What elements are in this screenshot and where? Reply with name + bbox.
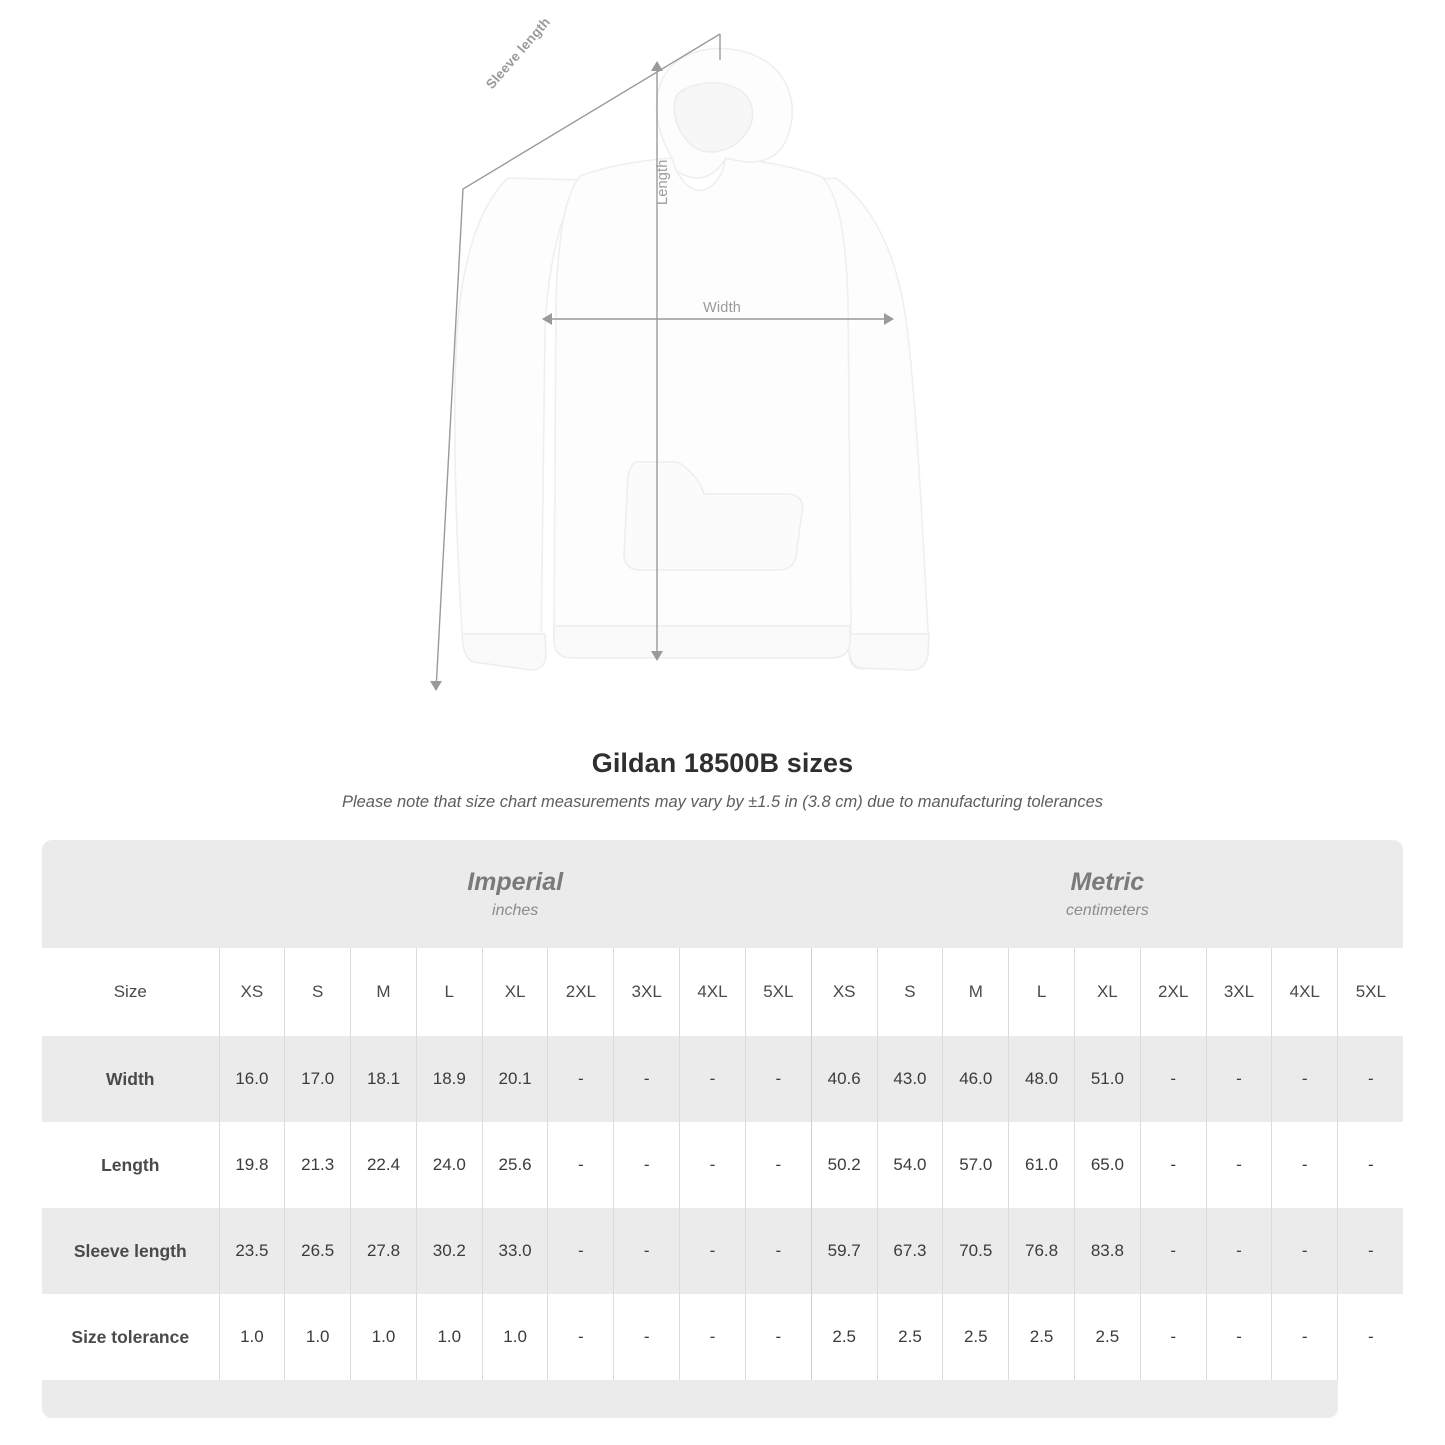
cell-length-met-l: 61.0 — [1009, 1122, 1075, 1208]
cell-sleeve-imp-xl: 33.0 — [482, 1208, 548, 1294]
cell-width-met-xs: 40.6 — [811, 1036, 877, 1122]
col-header-met-l: L — [1009, 948, 1075, 1036]
col-header-met-3xl: 3XL — [1206, 948, 1272, 1036]
garment-illustration — [0, 0, 1445, 720]
cell-length-imp-xl: 25.6 — [482, 1122, 548, 1208]
cell-sleeve-imp-xs: 23.5 — [219, 1208, 285, 1294]
size-header-row — [42, 948, 1403, 1036]
col-header-imp-2xl: 2XL — [548, 948, 614, 1036]
cell-tolerance-imp-3xl: - — [614, 1294, 680, 1380]
cell-tolerance-imp-xs: 1.0 — [219, 1294, 285, 1380]
size-table-wrapper — [42, 840, 1403, 1418]
cell-width-imp-xs: 16.0 — [219, 1036, 285, 1122]
row-label-width: Width — [42, 1036, 219, 1122]
cell-width-imp-4xl: - — [680, 1036, 746, 1122]
cell-tolerance-imp-5xl: - — [745, 1294, 811, 1380]
cell-sleeve-met-m: 70.5 — [943, 1208, 1009, 1294]
cell-tolerance-imp-xl: 1.0 — [482, 1294, 548, 1380]
cell-length-met-4xl: - — [1272, 1122, 1338, 1208]
cell-length-met-xl: 65.0 — [1074, 1122, 1140, 1208]
cell-width-met-4xl: - — [1272, 1036, 1338, 1122]
sleeve-length-dimension-label: Sleeve length — [483, 14, 554, 92]
col-header-imp-4xl: 4XL — [680, 948, 746, 1036]
cell-tolerance-met-xl: 2.5 — [1074, 1294, 1140, 1380]
col-header-imp-3xl: 3XL — [614, 948, 680, 1036]
cell-sleeve-met-xs: 59.7 — [811, 1208, 877, 1294]
cell-sleeve-imp-s: 26.5 — [285, 1208, 351, 1294]
size-table — [42, 840, 1403, 1418]
cell-tolerance-imp-s: 1.0 — [285, 1294, 351, 1380]
cell-tolerance-met-m: 2.5 — [943, 1294, 1009, 1380]
cell-width-met-xl: 51.0 — [1074, 1036, 1140, 1122]
unit-group-metric-label: Metric — [1070, 867, 1145, 896]
cell-sleeve-met-xl: 83.8 — [1074, 1208, 1140, 1294]
cell-tolerance-met-4xl: - — [1272, 1294, 1338, 1380]
col-header-imp-5xl: 5XL — [745, 948, 811, 1036]
table-row — [42, 1294, 1403, 1380]
cell-tolerance-imp-2xl: - — [548, 1294, 614, 1380]
cell-tolerance-imp-l: 1.0 — [416, 1294, 482, 1380]
cell-width-met-s: 43.0 — [877, 1036, 943, 1122]
unit-group-imperial — [219, 840, 811, 948]
page-title: Gildan 18500B sizes — [591, 748, 854, 778]
col-header-met-xs: XS — [811, 948, 877, 1036]
cell-sleeve-met-s: 67.3 — [877, 1208, 943, 1294]
unit-group-metric — [811, 840, 1403, 948]
table-footer-band — [42, 1380, 1403, 1418]
col-header-met-m: M — [943, 948, 1009, 1036]
cell-sleeve-met-2xl: - — [1140, 1208, 1206, 1294]
cell-length-met-m: 57.0 — [943, 1122, 1009, 1208]
width-dimension-label: Width — [703, 300, 742, 316]
cell-length-imp-2xl: - — [548, 1122, 614, 1208]
cell-length-met-2xl: - — [1140, 1122, 1206, 1208]
unit-group-header-row — [42, 840, 1403, 948]
cell-tolerance-met-3xl: - — [1206, 1294, 1272, 1380]
col-header-met-xl: XL — [1074, 948, 1140, 1036]
col-header-met-4xl: 4XL — [1272, 948, 1338, 1036]
cell-sleeve-imp-3xl: - — [614, 1208, 680, 1294]
cell-width-imp-5xl: - — [745, 1036, 811, 1122]
cell-width-met-3xl: - — [1206, 1036, 1272, 1122]
cell-width-met-m: 46.0 — [943, 1036, 1009, 1122]
cell-width-imp-s: 17.0 — [285, 1036, 351, 1122]
col-header-imp-m: M — [351, 948, 417, 1036]
cell-length-met-xs: 50.2 — [811, 1122, 877, 1208]
row-label-length: Length — [42, 1122, 219, 1208]
cell-length-imp-3xl: - — [614, 1122, 680, 1208]
cell-length-imp-4xl: - — [680, 1122, 746, 1208]
table-row — [42, 1208, 1403, 1294]
tolerance-note: Please note that size chart measurements may vary by ±1.5 in (3.8 cm) due to manufacturing tolerances — [341, 793, 1104, 811]
cell-sleeve-imp-4xl: - — [680, 1208, 746, 1294]
cell-width-met-l: 48.0 — [1009, 1036, 1075, 1122]
cell-tolerance-imp-4xl: - — [680, 1294, 746, 1380]
table-row — [42, 1036, 1403, 1122]
footer-left — [42, 1380, 219, 1418]
col-header-met-5xl: 5XL — [1338, 948, 1404, 1036]
col-header-imp-xl: XL — [482, 948, 548, 1036]
cell-tolerance-met-2xl: - — [1140, 1294, 1206, 1380]
col-header-imp-xs: XS — [219, 948, 285, 1036]
col-header-imp-s: S — [285, 948, 351, 1036]
cell-sleeve-imp-m: 27.8 — [351, 1208, 417, 1294]
cell-length-imp-l: 24.0 — [416, 1122, 482, 1208]
cell-length-met-5xl: - — [1338, 1122, 1404, 1208]
unit-group-imperial-sub: inches — [492, 902, 539, 920]
col-header-imp-l: L — [416, 948, 482, 1036]
footer-right — [1272, 1380, 1338, 1418]
cell-width-met-5xl: - — [1338, 1036, 1404, 1122]
col-header-met-2xl: 2XL — [1140, 948, 1206, 1036]
cell-width-imp-m: 18.1 — [351, 1036, 417, 1122]
table-row — [42, 1122, 1403, 1208]
hoodie-drawing — [0, 0, 1445, 720]
cell-tolerance-met-l: 2.5 — [1009, 1294, 1075, 1380]
cell-width-imp-xl: 20.1 — [482, 1036, 548, 1122]
unit-group-imperial-label: Imperial — [467, 867, 564, 896]
cell-width-imp-3xl: - — [614, 1036, 680, 1122]
cell-width-imp-l: 18.9 — [416, 1036, 482, 1122]
cell-tolerance-met-xs: 2.5 — [811, 1294, 877, 1380]
cell-sleeve-met-4xl: - — [1272, 1208, 1338, 1294]
row-label-header: Size — [42, 948, 219, 1036]
cell-sleeve-imp-l: 30.2 — [416, 1208, 482, 1294]
cell-sleeve-met-3xl: - — [1206, 1208, 1272, 1294]
row-label-size-tolerance: Size tolerance — [42, 1294, 219, 1380]
cell-length-imp-5xl: - — [745, 1122, 811, 1208]
cell-length-imp-xs: 19.8 — [219, 1122, 285, 1208]
cell-sleeve-imp-2xl: - — [548, 1208, 614, 1294]
cell-sleeve-met-5xl: - — [1338, 1208, 1404, 1294]
cell-length-met-s: 54.0 — [877, 1122, 943, 1208]
cell-length-met-3xl: - — [1206, 1122, 1272, 1208]
cell-length-imp-s: 21.3 — [285, 1122, 351, 1208]
cell-length-imp-m: 22.4 — [351, 1122, 417, 1208]
unit-group-metric-sub: centimeters — [1066, 902, 1149, 920]
cell-sleeve-imp-5xl: - — [745, 1208, 811, 1294]
length-dimension-label: Length — [655, 159, 671, 205]
cell-width-met-2xl: - — [1140, 1036, 1206, 1122]
cell-tolerance-imp-m: 1.0 — [351, 1294, 417, 1380]
cell-width-imp-2xl: - — [548, 1036, 614, 1122]
footer-mid — [219, 1380, 1272, 1418]
title-block — [0, 748, 1445, 812]
cell-sleeve-met-l: 76.8 — [1009, 1208, 1075, 1294]
cell-tolerance-met-s: 2.5 — [877, 1294, 943, 1380]
unit-header-spacer — [42, 840, 219, 948]
col-header-met-s: S — [877, 948, 943, 1036]
row-label-sleeve-length: Sleeve length — [42, 1208, 219, 1294]
cell-tolerance-met-5xl: - — [1338, 1294, 1404, 1380]
